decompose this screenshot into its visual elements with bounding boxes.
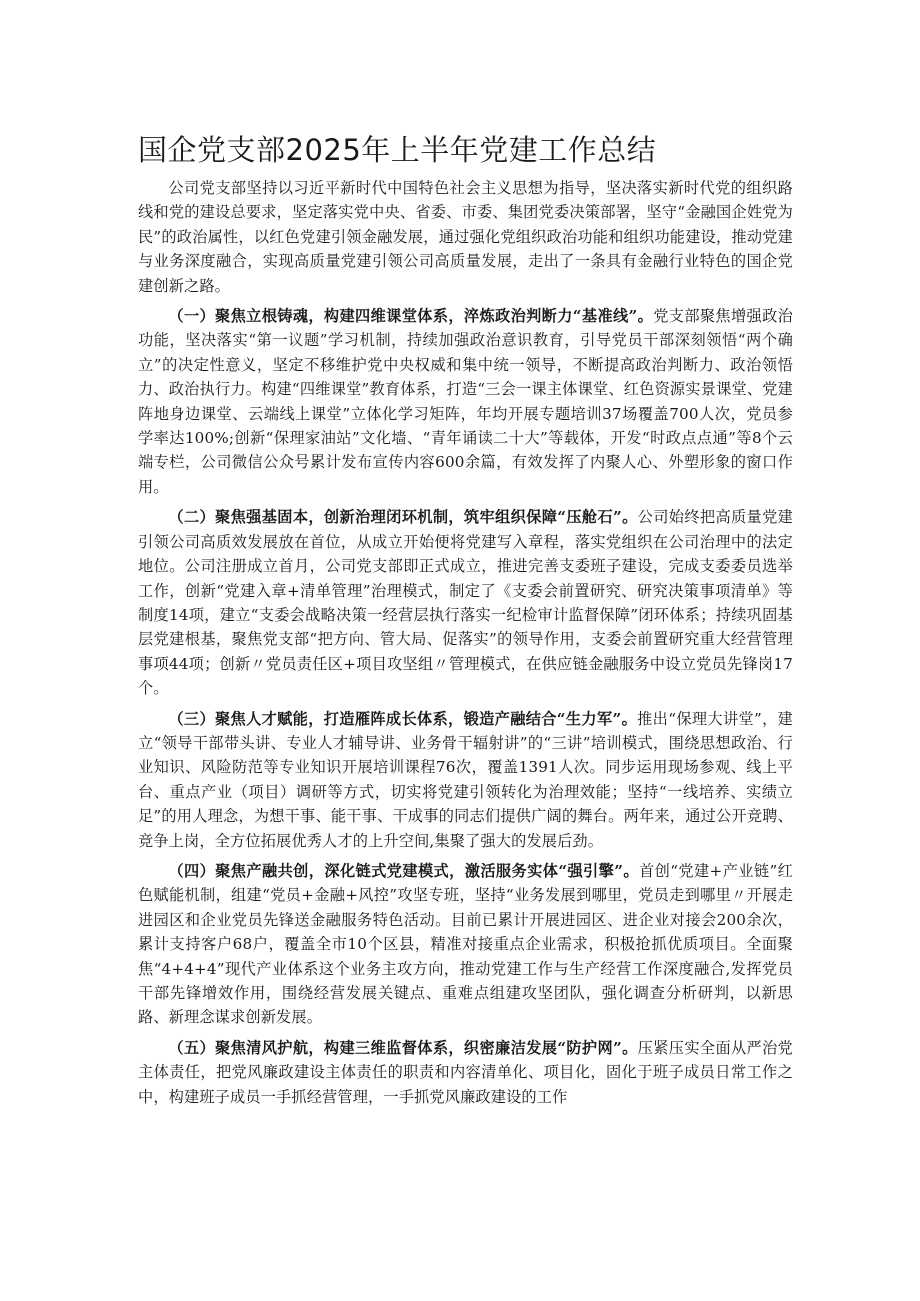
section-2-heading: （二）聚焦强基固本，创新治理闭环机制，筑牢组织保障“压舱石”。 (168, 508, 638, 527)
section-4-body: 首创“党建+产业链”红色赋能机制，组建“党员+金融+风控”攻坚专班，坚持“业务发展到哪里，党员走到哪里〃开展走进园区和企业党员先锋送金融服务特色活动。目前已累计开展进园区、进企业对接会200余次，累计支持客户68户，覆盖全市10个区县，精准对接重点企业需求，积极抢抓优质项目。全面聚焦“4+4+4”现代产业体系这个业务主攻方向，推动党建工作与生产经营工作深度融合,发挥党员干部先锋增效作用，围绕经营发展关键点、重难点组建攻坚团队，强化调查分析研判，以新思路、新理念谋求创新发展。 (138, 861, 793, 1027)
intro-paragraph: 公司党支部坚持以习近平新时代中国特色社会主义思想为指导，坚决落实新时代党的组织路线和党的建设总要求，坚定落实党中央、省委、市委、集团党委决策部署，坚守“金融国企姓党为民”的政治属性，以红色党建引领金融发展，通过强化党组织政治功能和组织功能建设，推动党建与业务深度融合，实现高质量党建引领公司高质量发展，走出了一条具有金融行业特色的国企党建创新之路。 (138, 179, 793, 295)
document-body (138, 176, 793, 1115)
section-1-heading: （一）聚焦立根铸魂，构建四维课堂体系，淬炼政治判断力“基准线”。 (168, 307, 654, 326)
section-2-body: 公司始终把高质量党建引领公司高质效发展放在首位，从成立开始便将党建写入章程，落实党组织在公司治理中的法定地位。公司注册成立首月，公司党支部即正式成立，推进完善支委班子建设，完成支委委员选举工作，创新“党建入章+清单管理”治理模式，制定了《支委会前置研究、研究决策事项清单》等制度14项，建立“支委会战略决策一经营层执行落实一纪检审计监督保障”闭环体系；持续巩固基层党建根基，聚焦党支部“把方向、管大局、促落实”的领导作用，支委会前置研究重大经营管理事项44项；创新〃党员责任区+项目攻坚组〃管理模式，在供应链金融服务中设立党员先锋岗17个。 (138, 508, 793, 698)
section-1-paragraph (138, 304, 793, 499)
section-4-heading: （四）聚焦产融共创，深化链式党建模式，激活服务实体“强引擎”。 (168, 861, 639, 880)
section-5-heading: （五）聚焦清风护航，构建三维监督体系，织密廉洁发展“防护网”。 (168, 1038, 638, 1057)
section-2-paragraph (138, 505, 793, 700)
section-3-heading: （三）聚焦人才赋能，打造雁阵成长体系，锻造产融结合“生力军”。 (168, 709, 638, 728)
section-3-body: 推出“保理大讲堂”，建立“领导干部带头讲、专业人才辅导讲、业务骨干辐射讲”的“三讲”培训模式，围绕思想政治、行业知识、风险防范等专业知识开展培训课程76次，覆盖1391人次。同步运用现场参观、线上平台、重点产业（项目）调研等方式，切实将党建引领转化为治理效能；坚持“一线培养、实绩立足”的用人理念，为想干事、能干事、干成事的同志们提供广阔的舞台。两年来，通过公开竞聘、竞争上岗，全方位拓展优秀人才的上升空间,集聚了强大的发展后劲。 (138, 709, 793, 850)
section-4-paragraph (138, 859, 793, 1030)
section-5-body: 压紧压实全面从严治党主体责任，把党风廉政建设主体责任的职责和内容清单化、项目化，固化于班子成员日常工作之中，构建班子成员一手抓经营管理，一手抓党风廉政建设的工作 (138, 1038, 793, 1106)
section-3-paragraph (138, 707, 793, 853)
document-title: 国企党支部2025年上半年党建工作总结 (138, 133, 657, 167)
section-5-paragraph (138, 1036, 793, 1109)
section-1-body: 党支部聚焦增强政治功能，坚决落实“第一议题”学习机制，持续加强政治意识教育，引导党员干部深刻领悟“两个确立”的决定性意义，坚定不移维护党中央权威和集中统一领导，不断提高政治判断力、政治领悟力、政治执行力。构建“四维课堂”教育体系，打造“三会一课主体课堂、红色资源实景课堂、党建阵地身边课堂、云端线上课堂”立体化学习矩阵，年均开展专题培训37场覆盖700人次，党员参学率达100%;创新“保理家油站”文化墙、“青年诵读二十大”等载体，开发“时政点点通”等8个云端专栏，公司微信公众号累计发布宣传内容600余篇，有效发挥了内聚人心、外塑形象的窗口作用。 (138, 307, 793, 496)
